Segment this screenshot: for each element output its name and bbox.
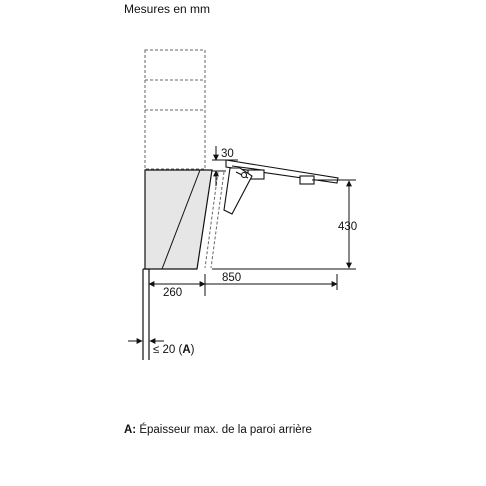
chimney-outline (145, 50, 205, 169)
hinge-mechanism (224, 168, 252, 214)
footnote-key: A: (124, 424, 137, 436)
rear-wall (143, 269, 149, 360)
footnote (124, 424, 312, 436)
dimension-850-label: 850 (222, 272, 242, 284)
page-title: Mesures en mm (124, 2, 211, 16)
footnote-text: Épaisseur max. de la paroi arrière (136, 424, 312, 436)
dimension-30-label: 30 (221, 148, 234, 160)
hood-body (145, 170, 212, 269)
dimension-260-label: 260 (163, 287, 183, 299)
dimension-430-label: 430 (338, 221, 358, 233)
dimension-wall-thickness-label: ≤ 20 (A) (153, 344, 195, 356)
